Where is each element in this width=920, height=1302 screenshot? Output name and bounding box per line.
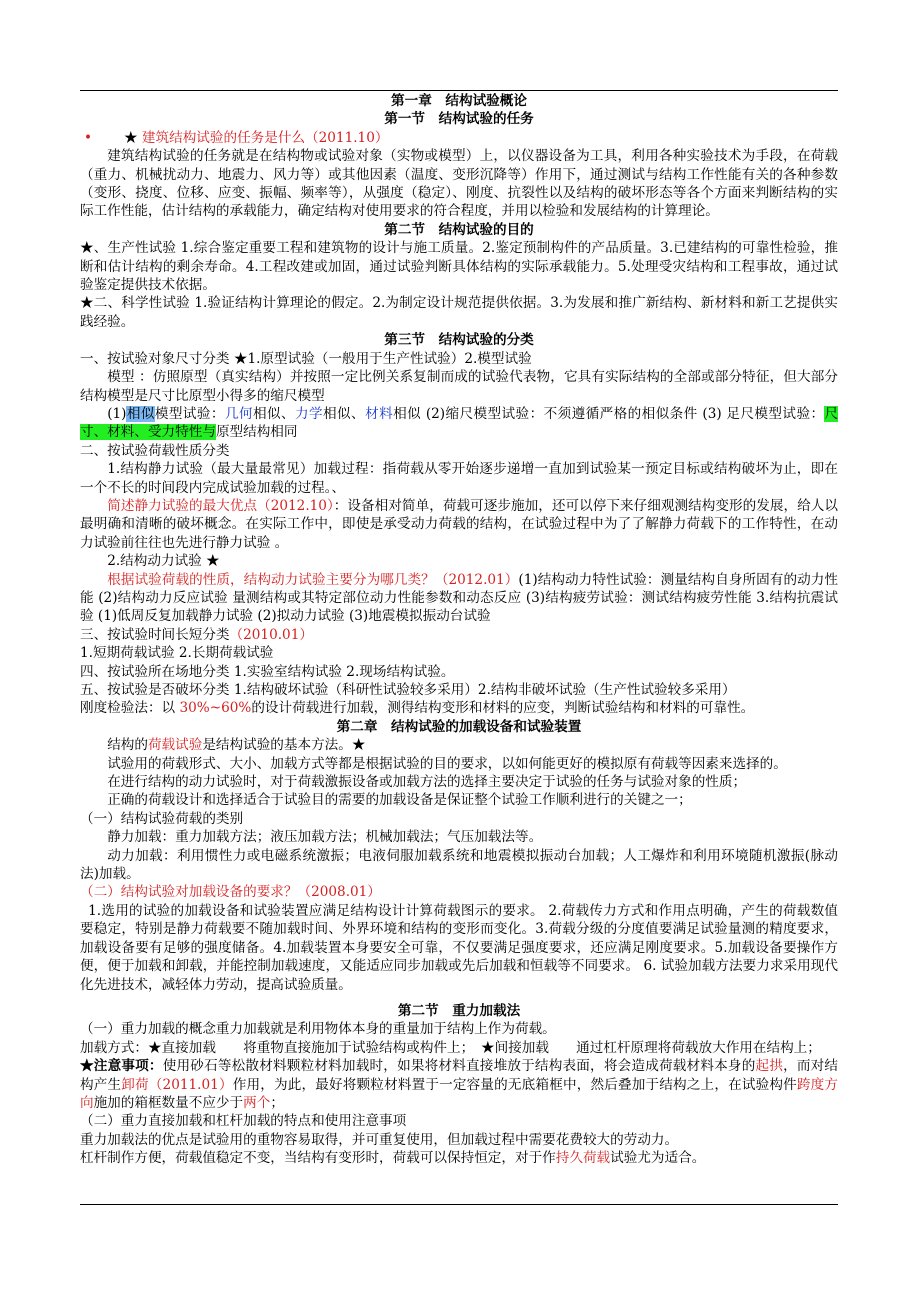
classify-by-load: 二、按试验荷载性质分类 [80,442,230,459]
highlight-full-scale: 尺寸、材料、受力特性与 [80,405,839,441]
production-test-paragraph: ★、生产性试验 1.综合鉴定重要工程和建筑物的设计与施工质量。2.鉴定预制构件的产品质量。3.已建结构的可靠性检验，推断和估计结构的剩余寿命。4.工程改建或加固，通过试验判断具体结构的实际承载能力。5.处理受灾结构和工程事故，通过试验鉴定提供技术依据。 [80,240,838,294]
classify-by-size: 一、按试验对象尺寸分类 ★1.原型试验（一般用于生产性试验）2.模型试验 [80,350,532,367]
load-types-heading: （一）结构试验荷载的类别 [80,810,244,827]
static-advantage-paragraph: 简述静力试验的最大优点（2012.10）：设备相对简单，荷载可逐步施加，还可以停下来仔细观测结构变形的发展，给人以最明确和清晰的破坏概念。在实际工作中，即使是承受动力荷载的结构，在试验过程中为了了解静力荷载下的工作特性，在动力试验前往往也先进行静力试验 。 [80,497,838,551]
bottom-rule [80,1204,838,1205]
section-3-title: 第三节 结构试验的分类 [384,332,534,349]
document-body [80,92,838,1168]
star-icon: ★ [124,129,142,146]
top-rule [80,90,838,91]
task-paragraph: 建筑结构试验的任务就是在结构物或试验对象（实物或模型）上，以仪器设备为工具，利用各种实验技术为手段，在荷载（重力、机械扰动力、地震力、风力等）或其他因素（温度、变形沉降等）作用下，通过测试与结构工作性能有关的各种参数（变形、挠度、位移、应变、振幅、频率等），从强度（稳定）、刚度、抗裂性以及结构的破坏形态等各个方面来判断结构的实际工作性能，估计结构的承载能力，确定结构对使用要求的符合程度，并用以检验和发展结构的计算理论。 [80,148,838,220]
gravity-method: 加载方式：★直接加载 将重物直接施加于试验结构或构件上； ★间接加载 通过杠杆原理将荷载放大作用在结构上； [80,1039,821,1056]
lever-paragraph: 杠杆制作方便，荷载值稳定不变，当结构有变形时，荷载可以保持恒定，对于作持久荷载试验尤为适合。 [80,1150,706,1167]
gravity-notes: ★注意事项：使用砂石等松散材料颗粒材料加载时，如果将材料直接堆放于结构表面，将会造成荷载材料本身的起拱，而对结构产生卸荷（2011.01）作用，为此，最好将颗粒材料置于一定容量的无底箱框中，然后叠加于结构之上，在试验构件跨度方向施加的箱框数量不应少于两个； [80,1058,839,1111]
dynamic-loading: 动力加载：利用惯性力或电磁系统激振；电液伺服加载系统和地震模拟振动台加载；人工爆炸和利用环境随机激振(脉动法)加载。 [80,847,838,883]
dynamic-test-paragraph: 根据试验荷载的性质，结构动力试验主要分为哪几类？（2012.01）(1)结构动力特性试验：测量结构自身所固有的动力性能 (2)结构动力反应试验 量测结构或其特定部位动力性能参数和动态反应 (3)结构疲劳试验：测试结构疲劳性能 3.结构抗震试验 (1)低周反复加载静力试验 (2)拟动力试验 (3)地震模拟振动台试验 [80,571,838,625]
static-loading: 静力加载：重力加载方法；液压加载方法；机械加载法；气压加载法等。 [107,829,543,846]
gravity-advantage: 重力加载法的优点是试验用的重物容易取得，并可重复使用，但加载过程中需要花费较大的劳动力。 [80,1131,679,1148]
equipment-requirement-heading: （二）结构试验对加载设备的要求？（2008.01） [80,884,381,901]
gravity-features-heading: （二）重力直接加载和杠杆加载的特点和使用注意事项 [80,1113,407,1130]
similarity-model-paragraph: (1)相似模型试验：几何相似、力学相似、材料相似 (2)缩尺模型试验：不须遵循严格的相似条件 (3) 足尺模型试验：尺寸、材料、受力特性与原型结构相同 [80,405,839,441]
section-2-title: 第二节 结构试验的目的 [384,221,534,238]
classify-by-destruction: 五、按试验是否破坏分类 1.结构破坏试验（科研性试验较多采用）2.结构非破坏试验（生产性试验较多采用） [80,682,736,698]
classify-by-time: 三、按试验时间长短分类（2010.01） [80,626,313,643]
chapter-2-title: 第二章 结构试验的加载设备和试验装置 [336,718,582,735]
chapter-1-title: 第一章 结构试验概论 [391,93,527,109]
time-items: 1.短期荷载试验 2.长期荷载试验 [80,645,274,662]
static-advantage-question: 简述静力试验的最大优点（2012.10） [107,497,334,514]
classify-by-site: 四、按试验所在场地分类 1.实验室结构试验 2.现场结构试验。 [80,663,455,680]
dynamic-test-heading: 2.结构动力试验 ★ [107,553,220,570]
load-test-paragraph: 结构的荷载试验是结构试验的基本方法。★ [107,737,366,754]
gravity-section-title: 第二节 重力加载法 [397,1002,521,1019]
load-design-paragraph: 正确的荷载设计和选择适合于试验目的需要的加载设备是保证整个试验工作顺利进行的关键之一； [107,792,692,809]
stiffness-paragraph: 刚度检验法：以 30%~60%的设计荷载进行加载，测得结构变形和材料的应变，判断试验结构和材料的可靠性。 [80,700,755,717]
section-1-title: 第一节 结构试验的任务 [384,111,534,128]
question-text: 建筑结构试验的任务是什么（2011.10） [141,129,389,146]
equipment-requirement-paragraph: 1.选用的试验的加载设备和试验装置应满足结构设计计算荷载图示的要求。 2.荷载传力方式和作用点明确，产生的荷载数值要稳定，特别是静力荷载要不随加载时间、外界环境和结构的变形而变化。3.荷载分级的分度值要满足试验量测的精度要求，加载设备要有足够的强度储备。4.加载装置本身要安全可靠，不仅要满足强度要求，还应满足刚度要求。5.加载设备要操作方便，便于加载和卸载，并能控制加载速度，又能适应同步加载或先后加载和恒载等不同要求。 6. 试验加载方法要力求采用现代化先进技术，减轻体力劳动，提高试验质量。 [80,902,838,993]
scientific-test-paragraph: ★二、科学性试验 1.验证结构计算理论的假定。2.为制定设计规范提供依据。3.为发展和推广新结构、新材料和新工艺提供实践经验。 [80,295,838,330]
model-definition: 模型 ：仿照原型（真实结构）并按照一定比例关系复制而成的试验代表物，它具有实际结构的全部或部分特征，但大部分结构模型是尺寸比原型小得多的缩尺模型 [80,369,838,404]
load-form-paragraph: 试验用的荷载形式、大小、加载方式等都是根据试验的目的要求，以如何能更好的模拟原有荷载等因素来选择的。 [107,755,787,772]
dynamic-load-paragraph: 在进行结构的动力试验时，对于荷载激振设备或加载方法的选择主要决定于试验的任务与试验对象的性质； [107,774,747,791]
bullet-icon: • [84,129,93,146]
highlight-similar: 相似 [126,405,155,422]
dynamic-test-question: 根据试验荷载的性质，结构动力试验主要分为哪几类？（2012.01） [107,571,519,588]
static-test-paragraph: 1.结构静力试验（最大量最常见）加载过程：指荷载从零开始逐步递增一直加到试验某一预定目标或结构破坏为止，即在一个不长的时间段内完成试验加载的过程。、 [80,461,838,496]
gravity-concept: （一）重力加载的概念重力加载就是利用物体本身的重量加于结构上作为荷载。 [80,1021,556,1038]
question-task [80,129,838,147]
